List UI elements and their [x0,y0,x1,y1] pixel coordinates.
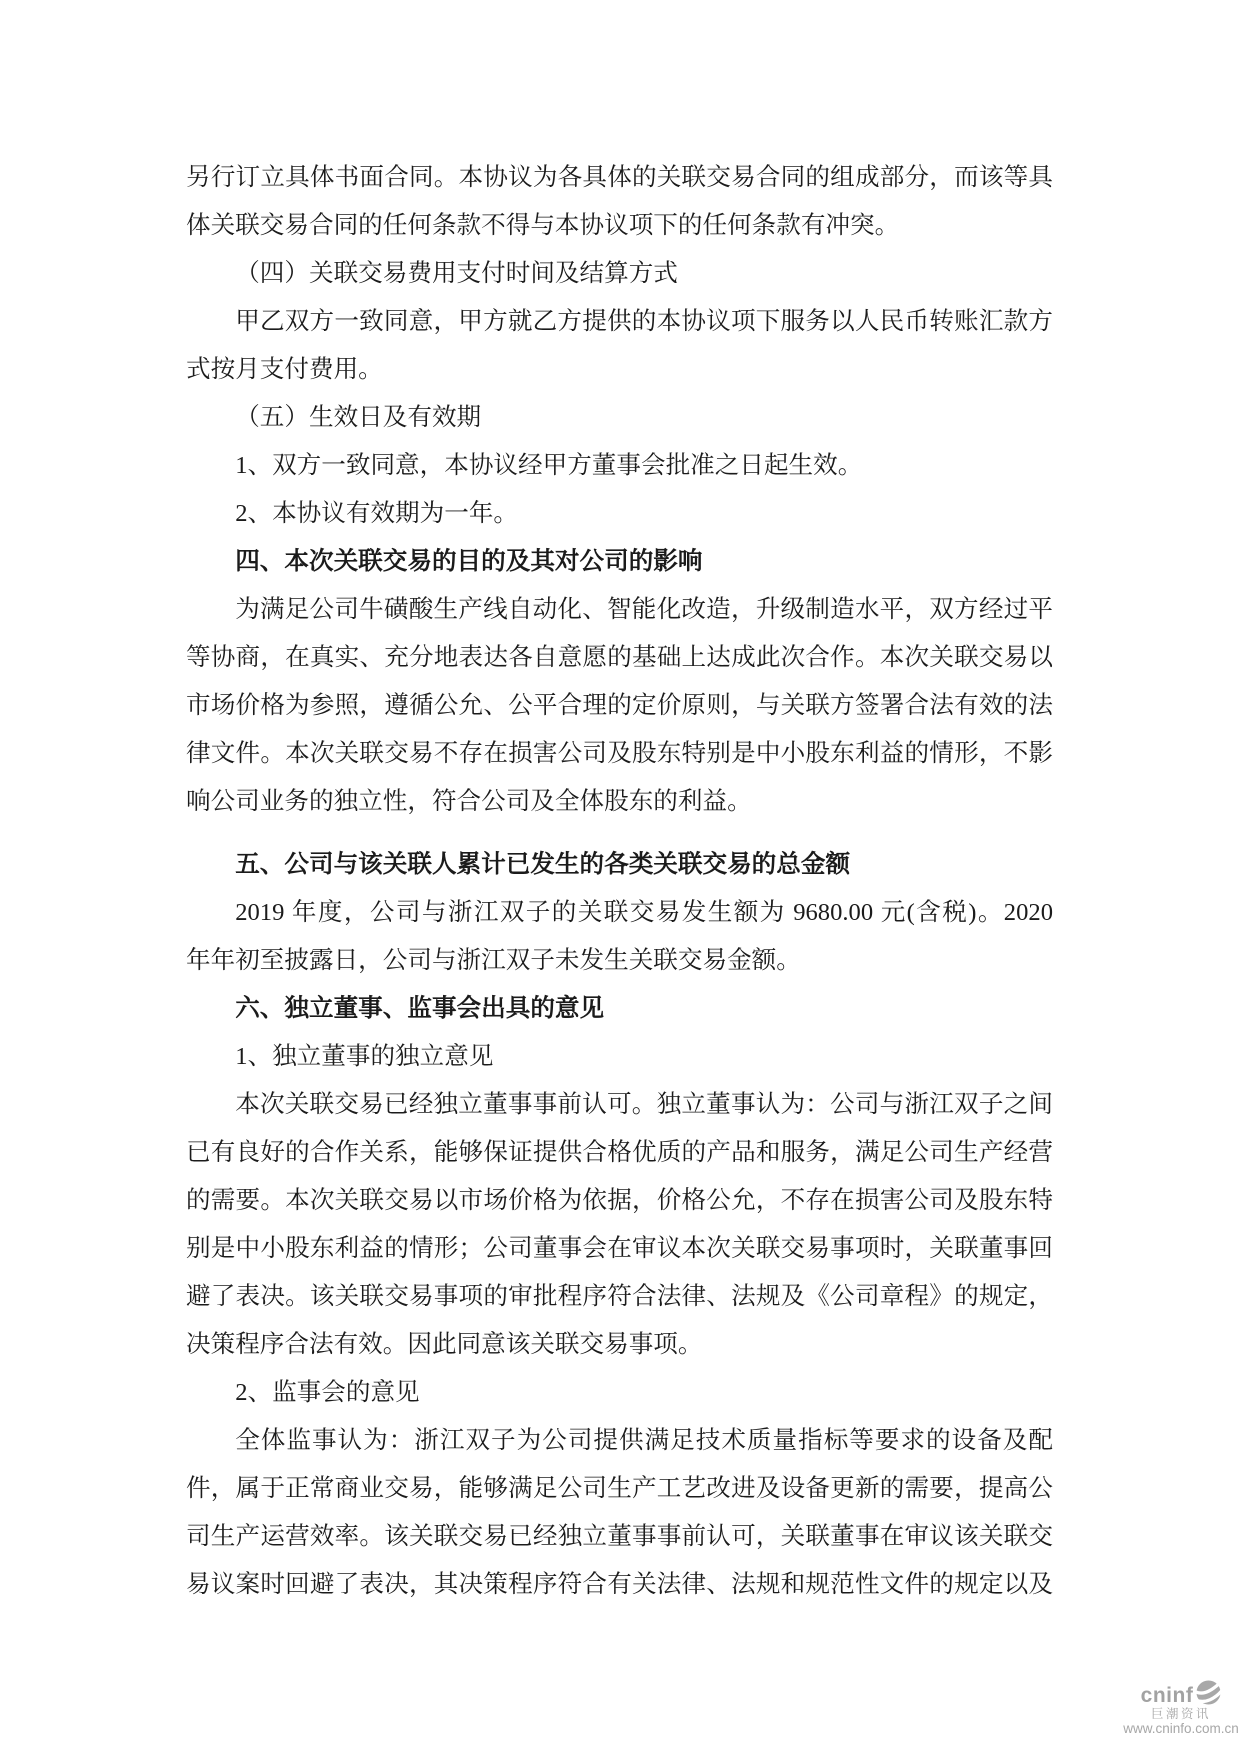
text-line: 件，属于正常商业交易，能够满足公司生产工艺改进及设备更新的需要，提高公 [186,1475,1053,1502]
text-line: 律文件。本次关联交易不存在损害公司及股东特别是中小股东利益的情形，不影 [186,740,1053,767]
text-line: 易议案时回避了表决，其决策程序符合有关法律、法规和规范性文件的规定以及 [186,1571,1053,1598]
text-line: 年年初至披露日，公司与浙江双子未发生关联交易金额。 [186,947,801,974]
text-line: 体关联交易合同的任何条款不得与本协议项下的任何条款有冲突。 [186,212,900,239]
section-4-heading [186,538,1053,586]
cninfo-watermark [1119,1683,1241,1737]
independent-director-opinion-title [186,1033,1053,1081]
text-line: 决策程序合法有效。因此同意该关联交易事项。 [186,1331,703,1358]
text-line: 本次关联交易已经独立董事事前认可。独立董事认为：公司与浙江双子之间 [235,1091,1053,1118]
text-line: 别是中小股东利益的情形；公司董事会在审议本次关联交易事项时，关联董事回 [186,1235,1053,1262]
document-text-column [186,154,1053,1609]
section-5-body [186,889,1053,985]
text-line: （四）关联交易费用支付时间及结算方式 [235,260,678,287]
clause-continuation-paragraph [186,154,1053,250]
section-6-heading [186,985,1053,1033]
text-line: 司生产运营效率。该关联交易已经独立董事事前认可，关联董事在审议该关联交 [186,1523,1053,1550]
clause-iv-body [186,298,1053,394]
text-line: 响公司业务的独立性，符合公司及全体股东的利益。 [186,788,752,815]
text-line: 全体监事认为：浙江双子为公司提供满足技术质量指标等要求的设备及配 [235,1427,1053,1454]
clause-v-item-2 [186,490,1053,538]
supervisory-board-opinion-body [186,1417,1053,1609]
clause-v-item-1 [186,442,1053,490]
text-line: 2、监事会的意见 [235,1379,420,1406]
text-line: 避了表决。该关联交易事项的审批程序符合法律、法规及《公司章程》的规定， [186,1283,1053,1310]
cninfo-brand-text: cninf [1140,1683,1194,1707]
text-line: 为满足公司牛磺酸生产线自动化、智能化改造，升级制造水平，双方经过平 [235,596,1053,623]
independent-director-opinion-body [186,1081,1053,1369]
text-line: 2、本协议有效期为一年。 [235,500,519,527]
text-line: 四、本次关联交易的目的及其对公司的影响 [235,548,703,575]
cninfo-brand-row [1141,1683,1222,1707]
cninfo-website-url: www.cninfo.com.cn [1123,1721,1239,1736]
text-line: 1、双方一致同意，本协议经甲方董事会批准之日起生效。 [235,452,863,479]
text-line: 1、独立董事的独立意见 [235,1043,494,1070]
cninfo-chinese-name: 巨潮资讯 [1150,1707,1211,1721]
text-line: 市场价格为参照，遵循公允、公平合理的定价原则，与关联方签署合法有效的法 [186,692,1053,719]
text-line: 六、独立董事、监事会出具的意见 [235,995,605,1022]
supervisory-board-opinion-title [186,1369,1053,1417]
text-line: 2019 年度，公司与浙江双子的关联交易发生额为 9680.00 元(含税)。2020 [235,899,1053,926]
clause-iv-title [186,250,1053,298]
text-line: 已有良好的合作关系，能够保证提供合格优质的产品和服务，满足公司生产经营 [186,1139,1053,1166]
text-line: （五）生效日及有效期 [235,404,482,431]
text-line: 等协商，在真实、充分地表达各自意愿的基础上达成此次合作。本次关联交易以 [186,644,1053,671]
section-5-heading [186,841,1053,889]
text-line: 的需要。本次关联交易以市场价格为依据，价格公允，不存在损害公司及股东特 [186,1187,1053,1214]
cninfo-swirl-icon [1196,1680,1221,1710]
text-line: 五、公司与该关联人累计已发生的各类关联交易的总金额 [235,851,851,878]
section-4-body [186,586,1053,826]
text-line: 另行订立具体书面合同。本协议为各具体的关联交易合同的组成部分，而该等具 [186,164,1053,191]
text-line: 甲乙双方一致同意，甲方就乙方提供的本协议项下服务以人民币转账汇款方 [235,308,1053,335]
clause-v-title [186,394,1053,442]
text-line: 式按月支付费用。 [186,356,383,383]
